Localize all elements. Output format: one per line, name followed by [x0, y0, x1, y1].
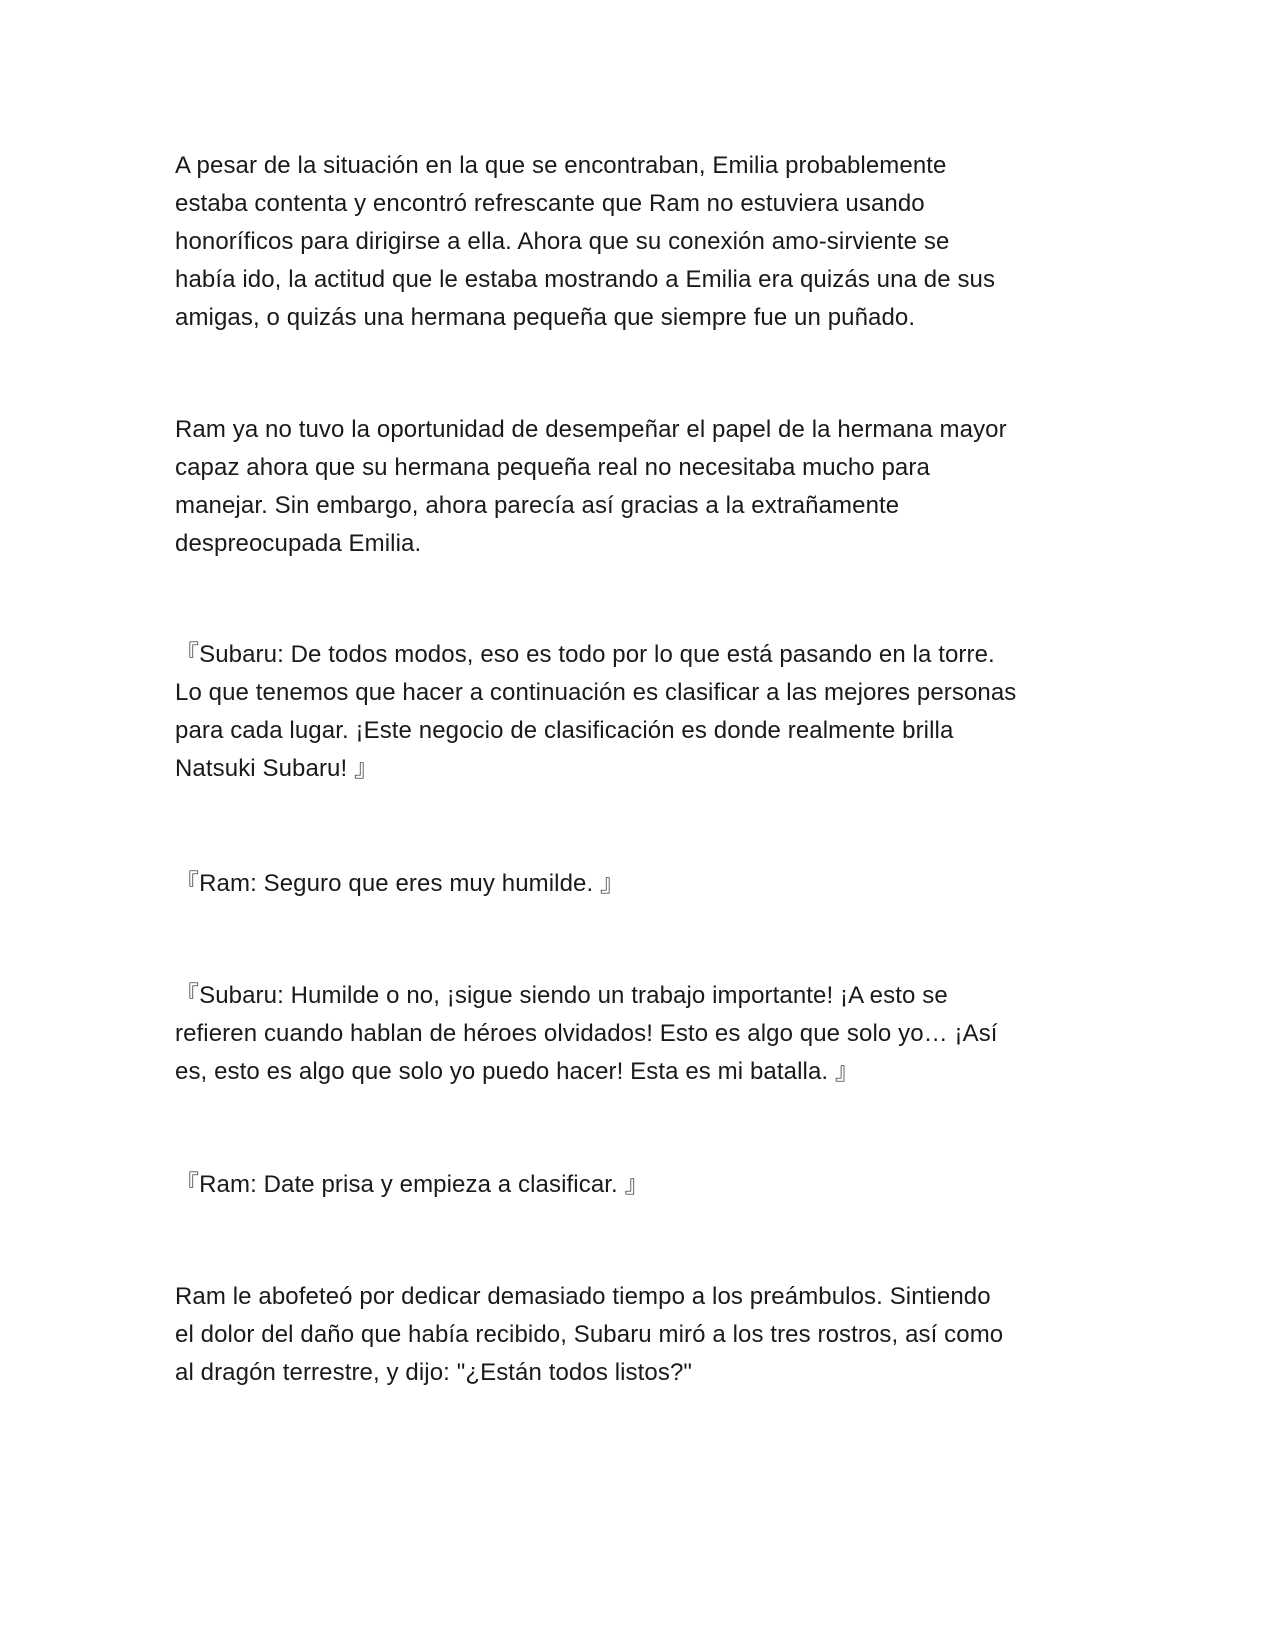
text-line: el dolor del daño que había recibido, Subaru miró a los tres rostros, así como — [175, 1321, 1004, 1348]
text-line: 『Subaru: Humilde o no, ¡sigue siendo un trabajo importante! ¡A esto se — [175, 982, 948, 1009]
text-line: refieren cuando hablan de héroes olvidados! Esto es algo que solo yo… ¡Así — [175, 1020, 998, 1047]
text-line: capaz ahora que su hermana pequeña real no necesitaba mucho para — [175, 454, 930, 481]
text-line: Ram ya no tuvo la oportunidad de desempeñar el papel de la hermana mayor — [175, 416, 1007, 443]
dialogue-subaru-1 — [175, 636, 1105, 788]
text-line: 『Subaru: De todos modos, eso es todo por lo que está pasando en la torre. — [175, 641, 995, 668]
text-line: había ido, la actitud que le estaba mostrando a Emilia era quizás una de sus — [175, 266, 996, 293]
paragraph-2 — [175, 411, 1105, 563]
paragraph-1 — [175, 147, 1105, 337]
text-line: A pesar de la situación en la que se encontraban, Emilia probablemente — [175, 152, 947, 179]
text-line: despreocupada Emilia. — [175, 530, 422, 557]
text-line: 『Ram: Date prisa y empieza a clasificar. 』 — [175, 1171, 649, 1198]
text-line: Ram le abofeteó por dedicar demasiado tiempo a los preámbulos. Sintiendo — [175, 1283, 991, 1310]
text-line: al dragón terrestre, y dijo: "¿Están todos listos?" — [175, 1359, 693, 1386]
text-line: honoríficos para dirigirse a ella. Ahora que su conexión amo-sirviente se — [175, 228, 950, 255]
text-line: 『Ram: Seguro que eres muy humilde. 』 — [175, 870, 625, 897]
dialogue-ram-1 — [175, 865, 1105, 903]
text-line: para cada lugar. ¡Este negocio de clasificación es donde realmente brilla — [175, 717, 954, 744]
paragraph-closing — [175, 1278, 1105, 1392]
text-line: Lo que tenemos que hacer a continuación es clasificar a las mejores personas — [175, 679, 1017, 706]
text-line: es, esto es algo que solo yo puedo hacer! Esta es mi batalla. 』 — [175, 1058, 860, 1085]
text-line: Natsuki Subaru! 』 — [175, 755, 379, 782]
dialogue-subaru-2 — [175, 977, 1105, 1091]
dialogue-ram-2 — [175, 1166, 1105, 1204]
text-line: amigas, o quizás una hermana pequeña que siempre fue un puñado. — [175, 304, 916, 331]
text-line: estaba contenta y encontró refrescante que Ram no estuviera usando — [175, 190, 925, 217]
text-line: manejar. Sin embargo, ahora parecía así gracias a la extrañamente — [175, 492, 900, 519]
